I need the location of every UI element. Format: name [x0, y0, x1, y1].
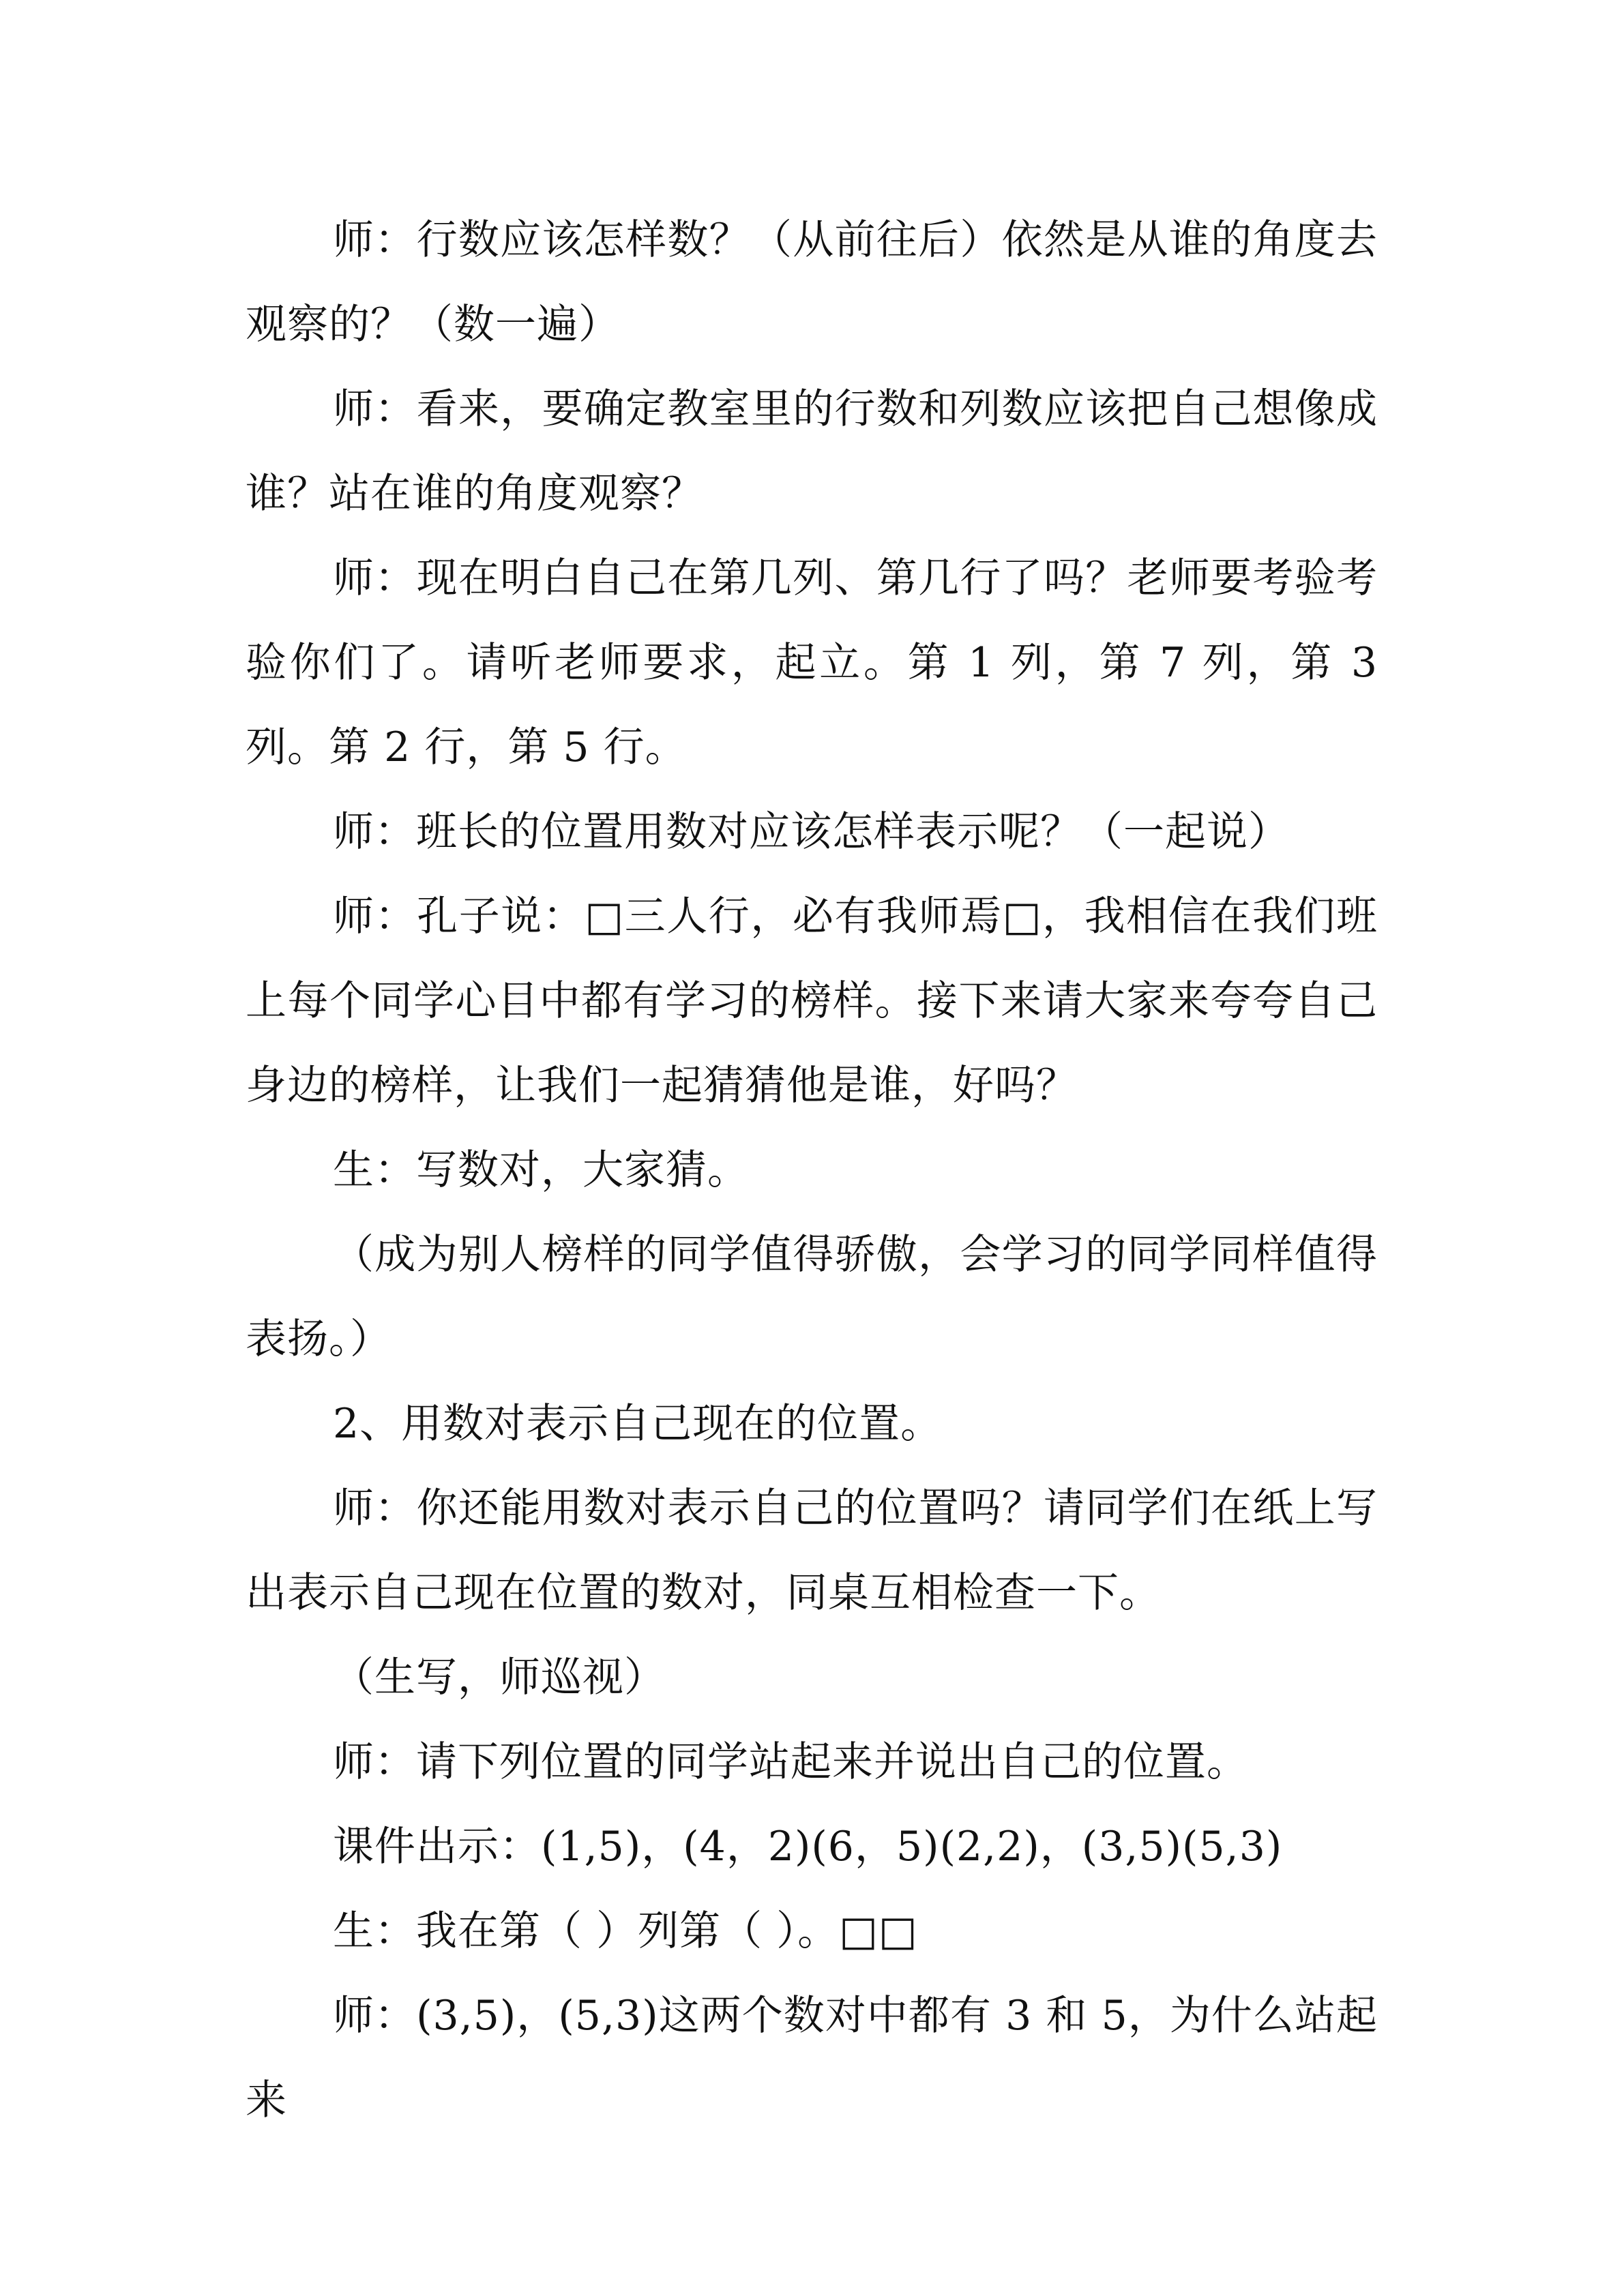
- paragraph-4: 师：班长的位置用数对应该怎样表示呢？（一起说）: [333, 808, 1290, 856]
- paragraph-6: 生：写数对，大家猜。: [333, 1146, 749, 1194]
- paragraph-3: 师：现在明白自己在第几列、第几行了吗？老师要考验考验你们了。请听老师要求，起立。第 1 列，第 7 列，第 3 列。第 2 行，第 5 行。: [246, 554, 1378, 771]
- paragraph-2: 师：看来，要确定教室里的行数和列数应该把自己想像成谁？站在谁的角度观察？: [246, 385, 1378, 518]
- paragraph-14: 师：(3,5)，(5,3)这两个数对中都有 3 和 5，为什么站起来: [246, 1992, 1378, 2124]
- paragraph-5: 师：孔子说：□三人行，必有我师焉□，我相信在我们班上每个同学心目中都有学习的榜样。接下来请大家来夸夸自己身边的榜样，让我们一起猜猜他是谁，好吗？: [246, 893, 1378, 1109]
- paragraph-11: 师：请下列位置的同学站起来并说出自己的位置。: [333, 1738, 1248, 1786]
- paragraph-13: 生：我在第（ ）列第（ ）。□□: [333, 1907, 918, 1955]
- paragraph-10: （生写，师巡视）: [333, 1654, 666, 1701]
- paragraph-12: 课件出示：(1,5)，(4，2)(6，5)(2,2)，(3,5)(5,3): [333, 1823, 1283, 1870]
- paragraph-1: 师：行数应该怎样数？（从前往后）依然是从谁的角度去观察的？（数一遍）: [246, 216, 1378, 348]
- paragraph-9: 师：你还能用数对表示自己的位置吗？请同学们在纸上写出表示自己现在位置的数对，同桌互相检查一下。: [246, 1485, 1378, 1617]
- paragraph-8: 2、用数对表示自己现在的位置。: [333, 1400, 943, 1448]
- paragraph-7: （成为别人榜样的同学值得骄傲，会学习的同学同样值得表扬。）: [246, 1231, 1378, 1363]
- document-page: [246, 198, 1378, 2143]
